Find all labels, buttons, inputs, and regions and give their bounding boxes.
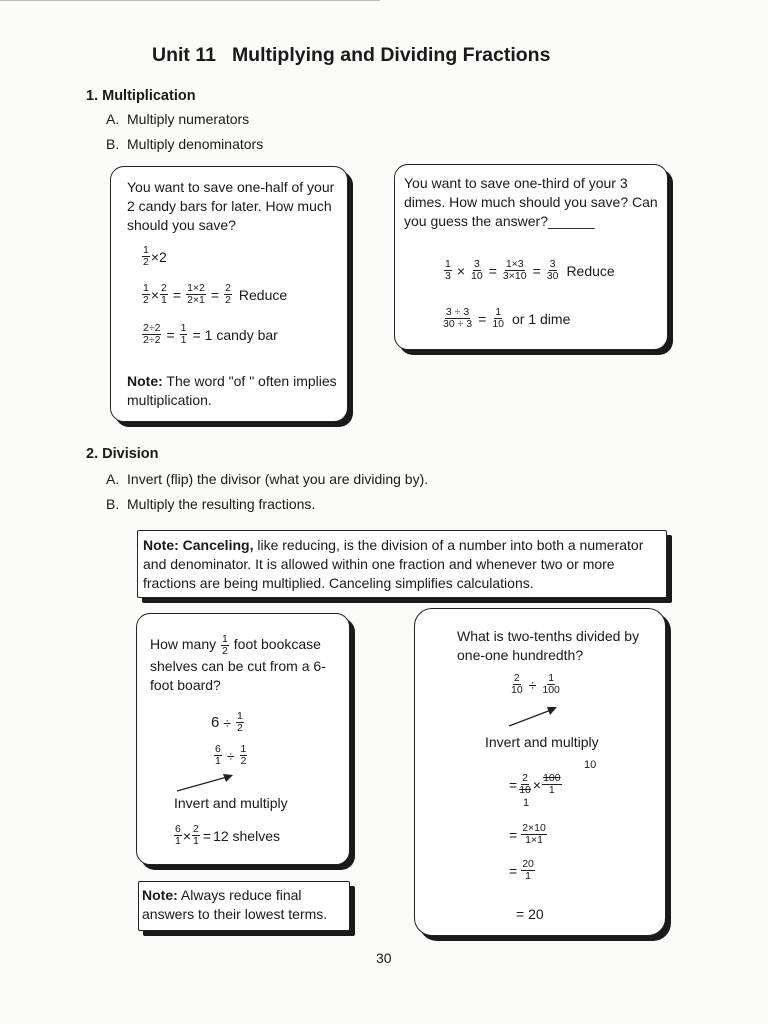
list-text: Multiply the resulting fractions. — [127, 496, 316, 512]
math-line — [441, 307, 570, 330]
equals: = — [509, 776, 518, 793]
section-multiplication-heading — [86, 88, 196, 104]
fraction: $\frac{1}{100}$ — [542, 672, 560, 696]
number: 2 — [159, 248, 167, 265]
fraction: $\frac{2}{1}$ — [161, 282, 167, 306]
math-line — [509, 823, 548, 846]
equals: = — [210, 286, 220, 303]
fraction: $\frac{2}{1}$ — [193, 823, 199, 847]
math-line — [509, 773, 563, 796]
fraction: $\frac{100}{1}$ — [543, 772, 561, 796]
math-line — [213, 744, 248, 767]
list-text: Invert (flip) the divisor (what you are dividing by). — [127, 471, 429, 487]
list-item — [106, 496, 315, 512]
equals: = — [192, 326, 201, 343]
fraction: $\frac{1}{2}$ — [240, 743, 247, 767]
fraction: $\frac{3}{30}$ — [546, 258, 559, 282]
box-question: You want to save one-half of your 2 candy bars for later. How much should you save? — [127, 179, 335, 233]
math-line — [141, 323, 278, 346]
fraction: $\frac{2}{2}$ — [225, 282, 231, 306]
math-line — [141, 245, 167, 268]
fraction: $\frac{3 \div 3}{30 \div 3}$ — [443, 306, 473, 330]
operator: × — [150, 248, 160, 265]
math-line — [509, 859, 536, 882]
fraction: $\frac{1}{2}$ — [143, 282, 149, 306]
fraction: $\frac{2\times 10}{1\times 1}$ — [522, 822, 546, 846]
list-item — [106, 471, 428, 487]
list-text: Multiply numerators — [127, 111, 250, 127]
fraction: $\frac{1}{2}$ — [143, 244, 149, 268]
operator: × — [150, 286, 160, 303]
fraction: $\frac{20}{1}$ — [522, 858, 534, 882]
fraction: $\frac{1}{2}$ — [237, 710, 243, 734]
operator: × — [532, 776, 542, 793]
result-text: 1 candy bar — [204, 326, 278, 343]
canceling-note-box — [137, 530, 667, 598]
box-question — [150, 634, 346, 695]
equals: = — [509, 862, 518, 879]
note — [143, 536, 663, 593]
invert-label: Invert and multiply — [174, 795, 288, 811]
fraction: $\frac{1\times 2}{2\times 1}$ — [187, 282, 205, 306]
equals: = — [509, 826, 518, 843]
fraction: $\frac{6}{1}$ — [175, 823, 181, 847]
list-item — [106, 111, 249, 127]
math-line — [509, 673, 562, 696]
equals: = — [172, 286, 182, 303]
note-text: Always reduce final answers to their lowest terms. — [142, 887, 328, 922]
note — [127, 372, 337, 410]
page-title — [152, 44, 550, 67]
note — [142, 886, 352, 924]
fraction: $\frac{3}{10}$ — [471, 258, 483, 282]
invert-label: Invert and multiply — [485, 734, 599, 750]
section-number: 1. — [86, 88, 99, 104]
equals: = — [478, 310, 487, 327]
equals: = — [532, 262, 541, 279]
number: 6 — [211, 714, 220, 731]
note-label: Note: — [142, 887, 178, 903]
operator: × — [182, 827, 192, 844]
operator: ÷ — [528, 676, 537, 693]
section-heading-text: Multiplication — [102, 88, 196, 104]
list-letter: B. — [106, 496, 120, 512]
fraction: $\frac{6}{1}$ — [215, 743, 221, 767]
list-letter: A. — [106, 111, 120, 127]
list-letter: A. — [106, 471, 120, 487]
unit-title: Multiplying and Dividing Fractions — [231, 44, 551, 66]
reduce-note-box — [138, 881, 350, 931]
fraction: $\frac{2}{10}$ — [519, 772, 531, 796]
note-label: Note: — [127, 373, 163, 389]
note-text: The word "of " often implies multiplication. — [127, 373, 337, 408]
result-text: 12 shelves — [213, 827, 280, 844]
top-rule — [0, 0, 380, 1]
question-text: foot bookcase shelves can be cut from a 6-foot board? — [150, 636, 326, 693]
box-question: What is two-tenths divided by one-one hundredth? — [457, 628, 640, 663]
fraction: $\frac{1}{3}$ — [445, 258, 451, 282]
arrow-icon — [175, 772, 235, 794]
operator: ÷ — [226, 747, 235, 764]
arrow-icon — [507, 705, 559, 729]
cancel-top-number: 10 — [584, 759, 597, 771]
fraction: $\frac{1}{1}$ — [180, 322, 187, 346]
section-number: 2. — [86, 446, 99, 462]
math-line — [173, 824, 280, 847]
fraction: $\frac{1}{2}$ — [222, 633, 228, 657]
list-letter: B. — [106, 136, 120, 152]
cancel-bottom-number: 1 — [523, 797, 530, 809]
final-answer: = 20 — [516, 906, 544, 922]
tenths-example-box — [414, 608, 666, 936]
question-text: How many — [150, 636, 221, 653]
equals: = — [202, 827, 212, 844]
note-text: like reducing, is the division of a number into both a numerator and denominator. It is allowed within one fraction and whenever two or more fractions are being multiplied. Canceling simplifies calculations. — [143, 537, 644, 591]
list-text: Multiply denominators — [127, 136, 264, 152]
dimes-example-box — [394, 164, 668, 350]
fraction: $\frac{2\div 2}{2\div 2}$ — [143, 322, 161, 346]
list-item — [106, 136, 263, 152]
bookcase-example-box — [136, 613, 350, 865]
math-line — [211, 711, 245, 734]
fraction: $\frac{1}{10}$ — [492, 306, 504, 330]
equals: = — [488, 262, 497, 279]
page-number: 30 — [376, 950, 392, 966]
math-line — [141, 283, 287, 306]
math-line — [443, 259, 615, 282]
section-division-heading — [86, 446, 159, 462]
unit-label: Unit 11 — [152, 44, 216, 66]
operator: ÷ — [223, 714, 232, 731]
result-text: or 1 dime — [512, 310, 571, 327]
note-label: Note: Canceling, — [143, 537, 254, 553]
fraction: $\frac{2}{10}$ — [511, 672, 523, 696]
equals: = — [166, 326, 175, 343]
operator: × — [456, 262, 466, 279]
section-heading-text: Division — [102, 446, 159, 462]
reduce-label: Reduce — [238, 286, 288, 303]
fraction: $\frac{1\times 3}{3\times 10}$ — [502, 258, 527, 282]
reduce-label: Reduce — [566, 262, 615, 279]
candy-bar-example-box — [110, 166, 348, 422]
box-question: You want to save one-third of your 3 dimes. How much should you save? Can you guess the answer?______ — [404, 175, 658, 229]
